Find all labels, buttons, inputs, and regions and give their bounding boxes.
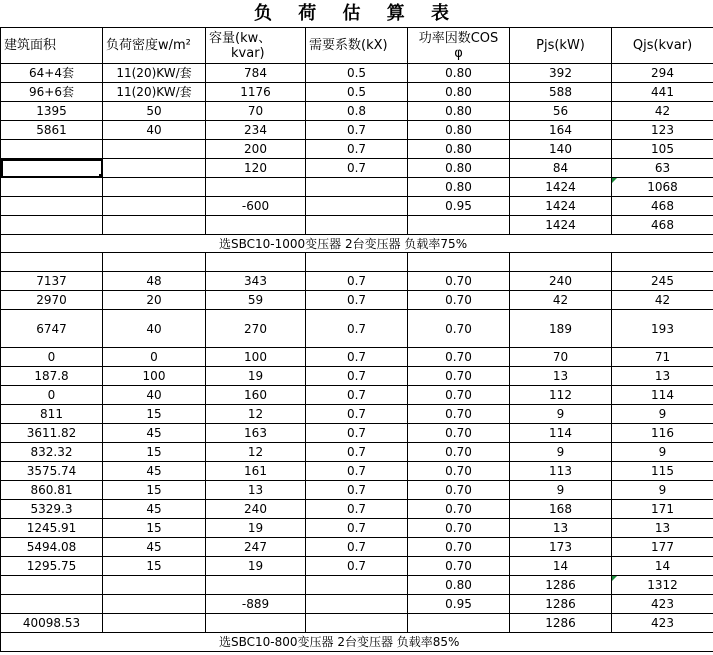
cell-blank[interactable] <box>510 253 612 272</box>
cell-density[interactable]: 11(20)KW/套 <box>103 64 206 83</box>
header-pjs[interactable]: Pjs(kW) <box>510 28 612 64</box>
cell-kx[interactable]: 0.7 <box>306 310 408 348</box>
cell-density[interactable]: 45 <box>103 500 206 519</box>
cell-area[interactable]: 5861 <box>1 121 103 140</box>
cell-capacity[interactable]: 270 <box>206 310 306 348</box>
cell-pjs[interactable]: 164 <box>510 121 612 140</box>
table-row <box>1 64 713 83</box>
cell-area[interactable]: 187.8 <box>1 367 103 386</box>
cell-pjs[interactable]: 9 <box>510 405 612 424</box>
cell-density[interactable] <box>103 216 206 235</box>
load-estimate-table <box>0 27 713 652</box>
table-row <box>1 159 713 178</box>
cell-density[interactable]: 48 <box>103 272 206 291</box>
cell-capacity[interactable]: 13 <box>206 481 306 500</box>
cell-cos[interactable]: 0.80 <box>408 64 510 83</box>
table-row <box>1 291 713 310</box>
table-row <box>1 348 713 367</box>
cell-capacity[interactable]: 234 <box>206 121 306 140</box>
cell-cos[interactable]: 0.70 <box>408 367 510 386</box>
cell-capacity[interactable]: 19 <box>206 557 306 576</box>
cell-kx[interactable]: 0.7 <box>306 557 408 576</box>
cell-capacity[interactable]: 784 <box>206 64 306 83</box>
cell-cos[interactable]: 0.95 <box>408 197 510 216</box>
cell-kx[interactable]: 0.7 <box>306 500 408 519</box>
table-row <box>1 576 713 595</box>
cell-qjs[interactable]: 116 <box>612 424 713 443</box>
cell-capacity[interactable]: 120 <box>206 159 306 178</box>
cell-cos[interactable] <box>408 614 510 633</box>
cell-kx[interactable]: 0.7 <box>306 291 408 310</box>
cell-capacity[interactable]: 12 <box>206 405 306 424</box>
cell-kx[interactable]: 0.5 <box>306 64 408 83</box>
cell-density[interactable]: 11(20)KW/套 <box>103 83 206 102</box>
cell-kx[interactable] <box>306 614 408 633</box>
cell-qjs[interactable]: 13 <box>612 519 713 538</box>
table-row <box>1 367 713 386</box>
header-capacity-line1: 容量(kw、 <box>209 30 272 46</box>
header-capacity-line2: kvar) <box>231 45 265 61</box>
cell-capacity[interactable]: -889 <box>206 595 306 614</box>
cell-capacity[interactable] <box>206 614 306 633</box>
cell-kx[interactable]: 0.7 <box>306 121 408 140</box>
cell-area[interactable]: 0 <box>1 348 103 367</box>
cell-qjs[interactable]: 115 <box>612 462 713 481</box>
cell-pjs[interactable]: 9 <box>510 481 612 500</box>
cell-pjs[interactable]: 240 <box>510 272 612 291</box>
cell-qjs[interactable]: 114 <box>612 386 713 405</box>
cell-pjs[interactable]: 13 <box>510 519 612 538</box>
cell-area[interactable]: 40098.53 <box>1 614 103 633</box>
cell-pjs[interactable]: 173 <box>510 538 612 557</box>
cell-kx[interactable]: 0.7 <box>306 272 408 291</box>
table-row <box>1 83 713 102</box>
cell-kx[interactable]: 0.7 <box>306 538 408 557</box>
cell-density[interactable] <box>103 197 206 216</box>
cell-qjs[interactable]: 9 <box>612 405 713 424</box>
table-row <box>1 481 713 500</box>
cell-blank[interactable] <box>306 253 408 272</box>
cell-pjs[interactable]: 1286 <box>510 576 612 595</box>
transformer-note-1[interactable]: 选SBC10-1000变压器 2台变压器 负载率75% <box>1 235 713 253</box>
cell-cos[interactable]: 0.80 <box>408 83 510 102</box>
cell-qjs[interactable]: 468 <box>612 197 713 216</box>
cell-capacity[interactable]: 100 <box>206 348 306 367</box>
header-kx[interactable]: 需要系数(kX) <box>306 28 408 64</box>
sheet-title: 负 荷 估 算 表 <box>253 3 460 24</box>
cell-qjs[interactable]: 63 <box>612 159 713 178</box>
cell-area[interactable]: 811 <box>1 405 103 424</box>
cell-area[interactable] <box>1 159 103 178</box>
blank-row <box>1 253 713 272</box>
cell-qjs[interactable]: 171 <box>612 500 713 519</box>
cell-pjs[interactable]: 9 <box>510 443 612 462</box>
cell-pjs[interactable]: 13 <box>510 367 612 386</box>
cell-cos[interactable]: 0.80 <box>408 159 510 178</box>
header-density[interactable]: 负荷密度w/m² <box>103 28 206 64</box>
cell-capacity[interactable]: 240 <box>206 500 306 519</box>
cell-kx[interactable]: 0.7 <box>306 424 408 443</box>
cell-capacity[interactable]: 161 <box>206 462 306 481</box>
cell-capacity[interactable]: 19 <box>206 519 306 538</box>
cell-pjs[interactable]: 42 <box>510 291 612 310</box>
cell-blank[interactable] <box>612 253 713 272</box>
cell-cos[interactable]: 0.70 <box>408 386 510 405</box>
cell-kx[interactable]: 0.7 <box>306 159 408 178</box>
cell-blank[interactable] <box>103 253 206 272</box>
cell-kx[interactable]: 0.7 <box>306 481 408 500</box>
cell-cos[interactable]: 0.70 <box>408 424 510 443</box>
table-row <box>1 595 713 614</box>
cell-area[interactable]: 2970 <box>1 291 103 310</box>
table-row <box>1 557 713 576</box>
cell-pjs[interactable]: 113 <box>510 462 612 481</box>
cell-qjs[interactable]: 42 <box>612 291 713 310</box>
cell-qjs[interactable]: 1312 <box>612 576 713 595</box>
cell-qjs[interactable]: 71 <box>612 348 713 367</box>
cell-cos[interactable]: 0.70 <box>408 272 510 291</box>
cell-pjs[interactable]: 168 <box>510 500 612 519</box>
cell-cos[interactable]: 0.80 <box>408 576 510 595</box>
cell-density[interactable]: 15 <box>103 557 206 576</box>
cell-area[interactable]: 64+4套 <box>1 64 103 83</box>
cell-kx[interactable]: 0.7 <box>306 405 408 424</box>
cell-capacity[interactable] <box>206 576 306 595</box>
table-row <box>1 500 713 519</box>
cell-density[interactable] <box>103 614 206 633</box>
table-row <box>1 197 713 216</box>
cell-qjs[interactable]: 9 <box>612 481 713 500</box>
cell-density[interactable] <box>103 576 206 595</box>
cell-area[interactable] <box>1 197 103 216</box>
cell-density[interactable] <box>103 595 206 614</box>
cell-cos[interactable]: 0.70 <box>408 481 510 500</box>
cell-pjs[interactable]: 189 <box>510 310 612 348</box>
cell-capacity[interactable]: 12 <box>206 443 306 462</box>
cell-cos[interactable]: 0.80 <box>408 140 510 159</box>
cell-qjs[interactable]: 468 <box>612 216 713 235</box>
cell-cos[interactable]: 0.70 <box>408 519 510 538</box>
cell-qjs[interactable]: 423 <box>612 614 713 633</box>
cell-capacity[interactable]: 163 <box>206 424 306 443</box>
cell-pjs[interactable]: 70 <box>510 348 612 367</box>
cell-area[interactable]: 5329.3 <box>1 500 103 519</box>
header-row <box>1 28 713 64</box>
cell-cos[interactable]: 0.70 <box>408 443 510 462</box>
cell-kx[interactable]: 0.7 <box>306 386 408 405</box>
cell-qjs[interactable]: 9 <box>612 443 713 462</box>
cell-density[interactable]: 45 <box>103 462 206 481</box>
header-capacity[interactable] <box>206 28 306 64</box>
cell-capacity[interactable]: -600 <box>206 197 306 216</box>
cell-capacity[interactable] <box>206 216 306 235</box>
note-row-1 <box>1 235 713 253</box>
cell-kx[interactable] <box>306 197 408 216</box>
cell-kx[interactable] <box>306 595 408 614</box>
cell-pjs[interactable]: 56 <box>510 102 612 121</box>
cell-pjs[interactable]: 1286 <box>510 614 612 633</box>
section-2-rows <box>1 272 713 633</box>
cell-area[interactable] <box>1 576 103 595</box>
cell-cos[interactable]: 0.95 <box>408 595 510 614</box>
transformer-note-2[interactable]: 选SBC10-800变压器 2台变压器 负载率85% <box>1 633 713 652</box>
cell-pjs[interactable]: 114 <box>510 424 612 443</box>
cell-cos[interactable]: 0.80 <box>408 102 510 121</box>
cell-qjs[interactable]: 423 <box>612 595 713 614</box>
cell-density[interactable]: 15 <box>103 481 206 500</box>
table-row <box>1 405 713 424</box>
table-row <box>1 443 713 462</box>
cell-density[interactable] <box>103 178 206 197</box>
table-row <box>1 310 713 348</box>
cell-cos[interactable]: 0.70 <box>408 538 510 557</box>
cell-capacity[interactable]: 247 <box>206 538 306 557</box>
cell-density[interactable]: 100 <box>103 367 206 386</box>
table-row <box>1 538 713 557</box>
cell-qjs[interactable]: 177 <box>612 538 713 557</box>
cell-cos[interactable]: 0.70 <box>408 462 510 481</box>
cell-density[interactable]: 40 <box>103 121 206 140</box>
cell-cos[interactable]: 0.70 <box>408 557 510 576</box>
table-row <box>1 519 713 538</box>
cell-density[interactable]: 15 <box>103 519 206 538</box>
cell-density[interactable]: 0 <box>103 348 206 367</box>
table-row <box>1 121 713 140</box>
cell-blank[interactable] <box>1 253 103 272</box>
cell-qjs[interactable]: 105 <box>612 140 713 159</box>
cell-area[interactable] <box>1 216 103 235</box>
section-1-rows <box>1 64 713 235</box>
cell-capacity[interactable]: 343 <box>206 272 306 291</box>
cell-pjs[interactable]: 1286 <box>510 595 612 614</box>
cell-cos[interactable]: 0.80 <box>408 178 510 197</box>
header-cos[interactable] <box>408 28 510 64</box>
cell-density[interactable]: 50 <box>103 102 206 121</box>
cell-area[interactable]: 3611.82 <box>1 424 103 443</box>
table-row <box>1 216 713 235</box>
cell-capacity[interactable]: 19 <box>206 367 306 386</box>
cell-kx[interactable]: 0.5 <box>306 83 408 102</box>
header-area[interactable]: 建筑面积 <box>1 28 103 64</box>
cell-density[interactable]: 40 <box>103 386 206 405</box>
cell-qjs[interactable]: 42 <box>612 102 713 121</box>
cell-area[interactable] <box>1 595 103 614</box>
cell-density[interactable]: 20 <box>103 291 206 310</box>
cell-kx[interactable] <box>306 216 408 235</box>
cell-area[interactable]: 860.81 <box>1 481 103 500</box>
table-row <box>1 178 713 197</box>
cell-density[interactable]: 45 <box>103 424 206 443</box>
cell-qjs[interactable]: 1068 <box>612 178 713 197</box>
header-cos-line2: φ <box>454 45 463 61</box>
cell-cos[interactable]: 0.80 <box>408 121 510 140</box>
cell-kx[interactable] <box>306 576 408 595</box>
cell-cos[interactable]: 0.70 <box>408 291 510 310</box>
table-row <box>1 462 713 481</box>
cell-pjs[interactable]: 84 <box>510 159 612 178</box>
cell-area[interactable]: 1245.91 <box>1 519 103 538</box>
table-row <box>1 424 713 443</box>
cell-kx[interactable]: 0.7 <box>306 140 408 159</box>
cell-pjs[interactable]: 112 <box>510 386 612 405</box>
cell-pjs[interactable]: 140 <box>510 140 612 159</box>
cell-cos[interactable]: 0.70 <box>408 405 510 424</box>
cell-area[interactable]: 1295.75 <box>1 557 103 576</box>
cell-kx[interactable] <box>306 178 408 197</box>
cell-capacity[interactable]: 59 <box>206 291 306 310</box>
cell-area[interactable] <box>1 140 103 159</box>
cell-area[interactable] <box>1 178 103 197</box>
cell-density[interactable]: 45 <box>103 538 206 557</box>
cell-density[interactable]: 40 <box>103 310 206 348</box>
table-row <box>1 272 713 291</box>
cell-qjs[interactable]: 294 <box>612 64 713 83</box>
cell-kx[interactable]: 0.8 <box>306 102 408 121</box>
cell-cos[interactable]: 0.70 <box>408 348 510 367</box>
cell-qjs[interactable]: 14 <box>612 557 713 576</box>
cell-density[interactable]: 15 <box>103 405 206 424</box>
cell-area[interactable]: 6747 <box>1 310 103 348</box>
header-qjs[interactable]: Qjs(kvar) <box>612 28 713 64</box>
cell-area[interactable]: 96+6套 <box>1 83 103 102</box>
cell-density[interactable] <box>103 140 206 159</box>
cell-area[interactable]: 1395 <box>1 102 103 121</box>
cell-qjs[interactable]: 441 <box>612 83 713 102</box>
cell-capacity[interactable]: 160 <box>206 386 306 405</box>
cell-blank[interactable] <box>408 253 510 272</box>
cell-pjs[interactable]: 14 <box>510 557 612 576</box>
cell-density[interactable] <box>103 159 206 178</box>
cell-qjs[interactable]: 13 <box>612 367 713 386</box>
cell-capacity[interactable]: 1176 <box>206 83 306 102</box>
table-row <box>1 614 713 633</box>
note-row-2 <box>1 633 713 652</box>
cell-pjs[interactable]: 1424 <box>510 216 612 235</box>
cell-qjs[interactable]: 245 <box>612 272 713 291</box>
cell-area[interactable]: 5494.08 <box>1 538 103 557</box>
cell-kx[interactable]: 0.7 <box>306 519 408 538</box>
header-cos-line1: 功率因数COS <box>418 30 499 46</box>
cell-qjs[interactable]: 193 <box>612 310 713 348</box>
cell-capacity[interactable]: 70 <box>206 102 306 121</box>
cell-cos[interactable] <box>408 216 510 235</box>
cell-area[interactable]: 832.32 <box>1 443 103 462</box>
cell-capacity[interactable] <box>206 178 306 197</box>
cell-cos[interactable]: 0.70 <box>408 500 510 519</box>
table-row <box>1 102 713 121</box>
cell-kx[interactable]: 0.7 <box>306 367 408 386</box>
cell-area[interactable]: 0 <box>1 386 103 405</box>
table-row <box>1 386 713 405</box>
table-row <box>1 140 713 159</box>
cell-area[interactable]: 3575.74 <box>1 462 103 481</box>
cell-kx[interactable]: 0.7 <box>306 462 408 481</box>
cell-pjs[interactable]: 1424 <box>510 197 612 216</box>
cell-pjs[interactable]: 588 <box>510 83 612 102</box>
cell-density[interactable]: 15 <box>103 443 206 462</box>
cell-area[interactable]: 7137 <box>1 272 103 291</box>
cell-kx[interactable]: 0.7 <box>306 443 408 462</box>
cell-pjs[interactable]: 1424 <box>510 178 612 197</box>
cell-kx[interactable]: 0.7 <box>306 348 408 367</box>
cell-capacity[interactable]: 200 <box>206 140 306 159</box>
cell-qjs[interactable]: 123 <box>612 121 713 140</box>
cell-blank[interactable] <box>206 253 306 272</box>
cell-cos[interactable]: 0.70 <box>408 310 510 348</box>
cell-pjs[interactable]: 392 <box>510 64 612 83</box>
